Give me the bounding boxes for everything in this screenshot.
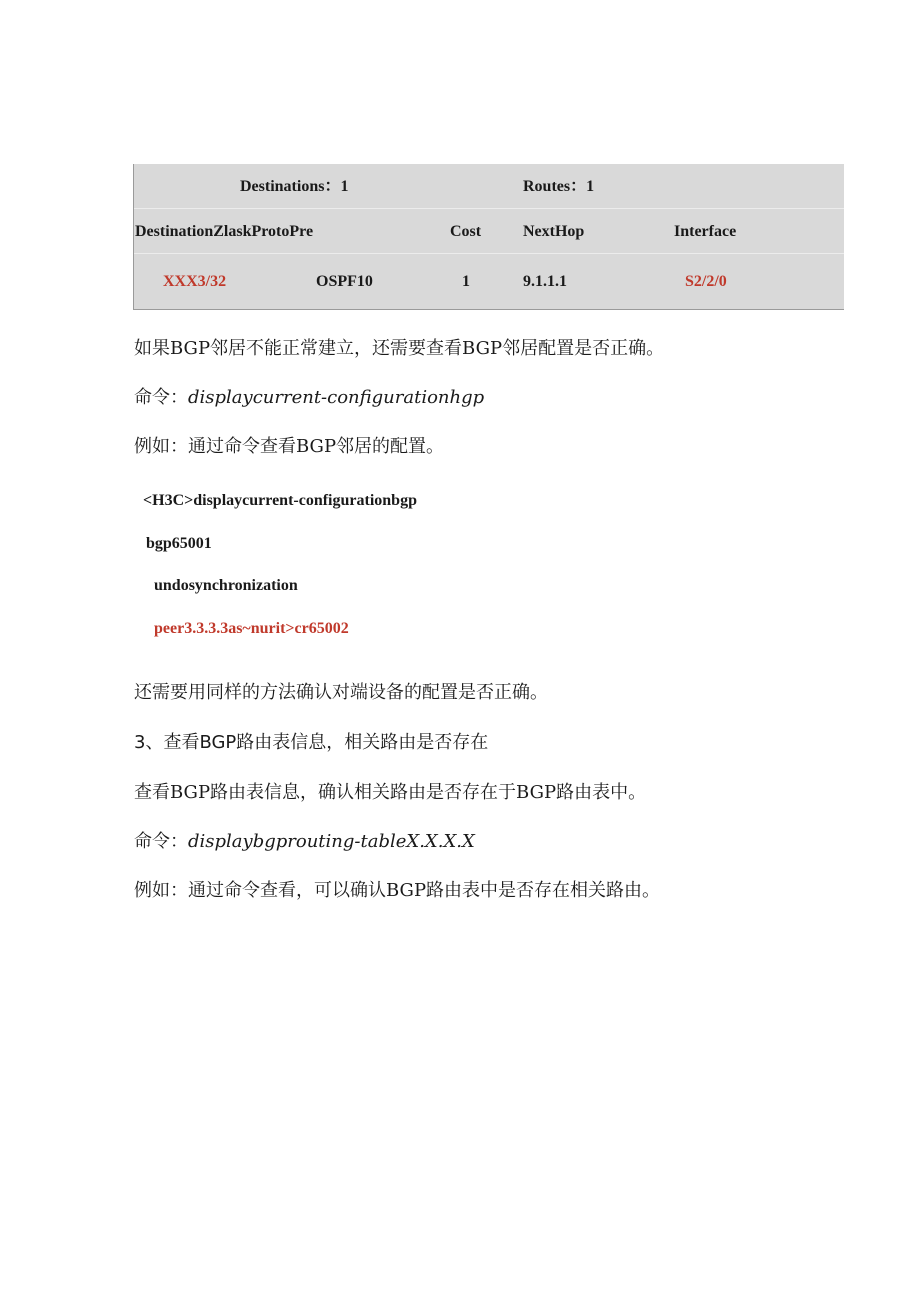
command-value: displaycurrent-configurationhgp [188,387,485,408]
example-line-1: 例如：通过命令查看BGP邻居的配置。 [134,436,445,457]
route-table [133,164,844,310]
route-destination: XXX3/32 [163,273,227,290]
header-nexthop: NextHop [523,223,585,240]
command-line-2 [134,828,475,856]
code-line-peer: peer3.3.3.3as~nurit>cr65002 [154,620,349,637]
route-interface: S2/2/0 [685,273,727,290]
row-divider [134,208,844,209]
peer-check-note: 还需要用同样的方法确认对端设备的配置是否正确。 [134,682,548,703]
command-value: displaybgprouting-tableX.X.X.X [188,831,475,852]
code-line-bgp: bgp65001 [146,535,212,552]
route-cost: 1 [462,273,470,290]
header-interface: Interface [674,223,737,240]
header-cost: Cost [450,223,482,240]
destinations-count: Destinations：1 [240,178,349,195]
bgp-table-note: 查看BGP路由表信息，确认相关路由是否存在于BGP路由表中。 [134,782,647,803]
route-nexthop: 9.1.1.1 [523,273,567,290]
code-line-prompt: <H3C>displaycurrent-configurationbgp [143,492,417,509]
command-label: 命令： [134,831,188,852]
header-destination-mask-proto-pre: DestinationZlaskProtoPre [135,223,314,240]
code-line-undosync: undosynchronization [154,577,298,594]
row-divider [134,253,844,254]
bgp-neighbor-note: 如果BGP邻居不能正常建立，还需要查看BGP邻居配置是否正确。 [134,338,665,359]
command-label: 命令： [134,387,188,408]
routes-count: Routes：1 [523,178,595,195]
route-proto-pre: OSPF10 [316,273,373,290]
command-line-1 [134,384,484,412]
example-line-2: 例如：通过命令查看，可以确认BGP路由表中是否存在相关路由。 [134,880,661,901]
section-heading-3: 3、查看BGP路由表信息，相关路由是否存在 [134,732,489,753]
